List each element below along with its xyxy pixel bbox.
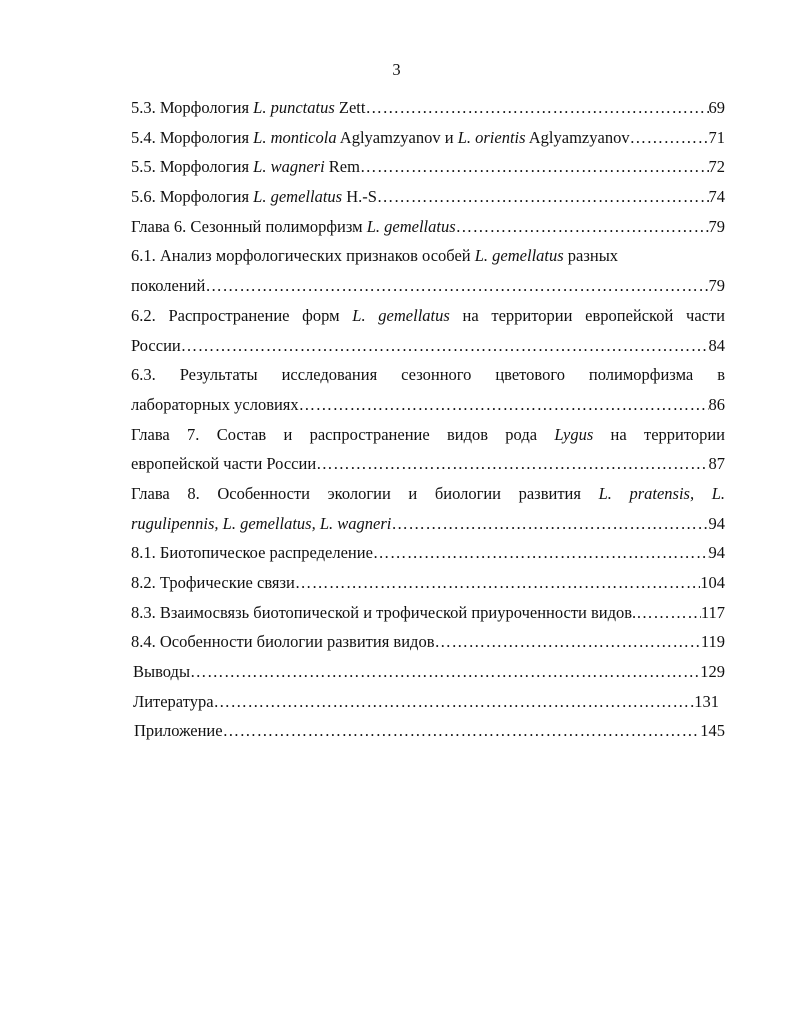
dot-leader — [316, 449, 708, 479]
toc-page-number: 74 — [708, 187, 725, 207]
toc-entry-title: Глава 7. Состав и распространение видов рода — [131, 424, 555, 444]
toc-entry-title: Выводы — [133, 662, 191, 682]
toc-page-number: 79 — [708, 216, 725, 236]
dot-leader — [205, 271, 708, 301]
toc-page-number: 131 — [694, 691, 719, 711]
toc-entry-title: России — [131, 335, 181, 355]
dot-leader — [636, 598, 701, 628]
toc-entry-title: поколений — [131, 276, 206, 296]
toc-entry-title: на территории — [593, 424, 725, 444]
toc-entry-title: Глава 8. Особенности экологии и биологии развития — [131, 483, 599, 503]
toc-page-number: 87 — [708, 454, 725, 474]
toc-page-number: 119 — [700, 632, 725, 652]
toc-entry-chapter-8-line2[interactable] — [131, 509, 725, 539]
toc-entry-title: разных — [563, 246, 619, 266]
toc-entry-title: на территории европейской части — [449, 305, 725, 325]
toc-entry-title: 8.2. Трофические связи — [131, 573, 295, 592]
toc-entry-appendix[interactable] — [131, 716, 725, 746]
toc-entry-chapter-8-line1[interactable] — [131, 479, 725, 509]
toc-entry-title: 5.4. Морфология L. monticola Aglyamzyanov и L. orientis Aglyamzyanov — [131, 127, 630, 147]
toc-entry-title: европейской части России — [131, 454, 317, 474]
toc-page-number: 104 — [700, 573, 725, 592]
dot-leader — [190, 657, 700, 687]
toc-entry-5-3[interactable] — [131, 93, 725, 123]
toc-entry-chapter-7-line2[interactable] — [131, 449, 725, 479]
toc-entry-references[interactable] — [131, 687, 725, 717]
species-name: L. gemellatus — [474, 246, 564, 266]
toc-entry-6-2-line1[interactable] — [131, 301, 725, 331]
dot-leader — [295, 568, 700, 598]
toc-entry-title: 8.1. Биотопическое распределение — [131, 543, 373, 563]
dot-leader — [360, 152, 709, 182]
species-name: rugulipennis, L. gemellatus, L. wagneri — [131, 513, 392, 533]
toc-entry-5-6[interactable] — [131, 182, 725, 212]
toc-entry-title — [131, 509, 391, 539]
toc-entry-title: Приложение — [134, 721, 223, 741]
toc-entry-5-5[interactable] — [131, 152, 725, 182]
toc-entry-6-3-line1[interactable]: 6.3. Результаты исследования сезонного цветового полиморфизма в — [131, 365, 725, 385]
toc-entry-title: лабораторных условиях — [131, 394, 299, 414]
toc-entry-6-3-line2[interactable] — [131, 390, 725, 420]
dot-leader — [214, 687, 695, 717]
toc-entry-title: 5.3. Морфология L. punctatus Zett — [131, 98, 366, 117]
genus-name: Lygus — [554, 424, 594, 444]
dot-leader — [435, 627, 701, 657]
toc-page-number: 71 — [708, 127, 725, 147]
dot-leader — [630, 123, 709, 153]
toc-entry-title: 6.2. Распространение форм — [131, 305, 353, 325]
toc-entry-conclusions[interactable] — [131, 657, 725, 687]
page-number: 3 — [392, 60, 401, 79]
dot-leader — [373, 538, 709, 568]
toc-entry-title: 6.1. Анализ морфологических признаков особей — [131, 246, 475, 266]
toc-entry-title: 8.4. Особенности биологии развития видов — [131, 632, 435, 652]
dot-leader — [181, 331, 709, 361]
toc-page-number: 69 — [708, 98, 725, 117]
toc-page-number: 117 — [700, 602, 725, 622]
dot-leader — [299, 390, 709, 420]
toc-entry-8-4[interactable] — [131, 627, 725, 657]
toc-page-number: 86 — [708, 394, 725, 414]
toc-entry-chapter-7-line1[interactable] — [131, 420, 725, 450]
toc-entry-8-1[interactable] — [131, 538, 725, 568]
toc-entry-8-2[interactable] — [131, 568, 725, 598]
toc-entry-title: Глава 6. Сезонный полиморфизм L. gemellatus — [131, 216, 456, 236]
toc-entry-title: 5.6. Морфология L. gemellatus H.-S — [131, 187, 377, 207]
toc-entry-5-4[interactable] — [131, 123, 725, 153]
table-of-contents — [131, 93, 725, 746]
toc-page-number: 145 — [700, 721, 725, 741]
dot-leader — [377, 182, 709, 212]
toc-page-number: 72 — [708, 157, 725, 177]
toc-entry-6-1-line1[interactable] — [131, 241, 725, 271]
toc-entry-6-2-line2[interactable] — [131, 331, 725, 361]
toc-entry-title: 5.5. Морфология L. wagneri Rem — [131, 157, 360, 177]
toc-page-number: 129 — [700, 662, 725, 682]
toc-entry-title: 8.3. Взаимосвязь биотопической и трофической приуроченности видов. — [131, 602, 637, 622]
dot-leader — [223, 716, 701, 746]
toc-entry-chapter-6[interactable] — [131, 212, 725, 242]
toc-page-number: 94 — [708, 513, 725, 533]
toc-entry-8-3[interactable] — [131, 598, 725, 628]
toc-entry-6-1-line2[interactable] — [131, 271, 725, 301]
toc-page-number: 84 — [708, 335, 725, 355]
species-name: L. pratensis, L. — [598, 483, 725, 503]
toc-page-number: 79 — [708, 276, 725, 296]
dot-leader — [391, 509, 708, 539]
toc-page-number: 94 — [708, 543, 725, 563]
dot-leader — [456, 212, 709, 242]
species-name: L. gemellatus — [352, 305, 450, 325]
dot-leader — [365, 93, 708, 123]
toc-entry-title: Литература — [133, 691, 214, 711]
